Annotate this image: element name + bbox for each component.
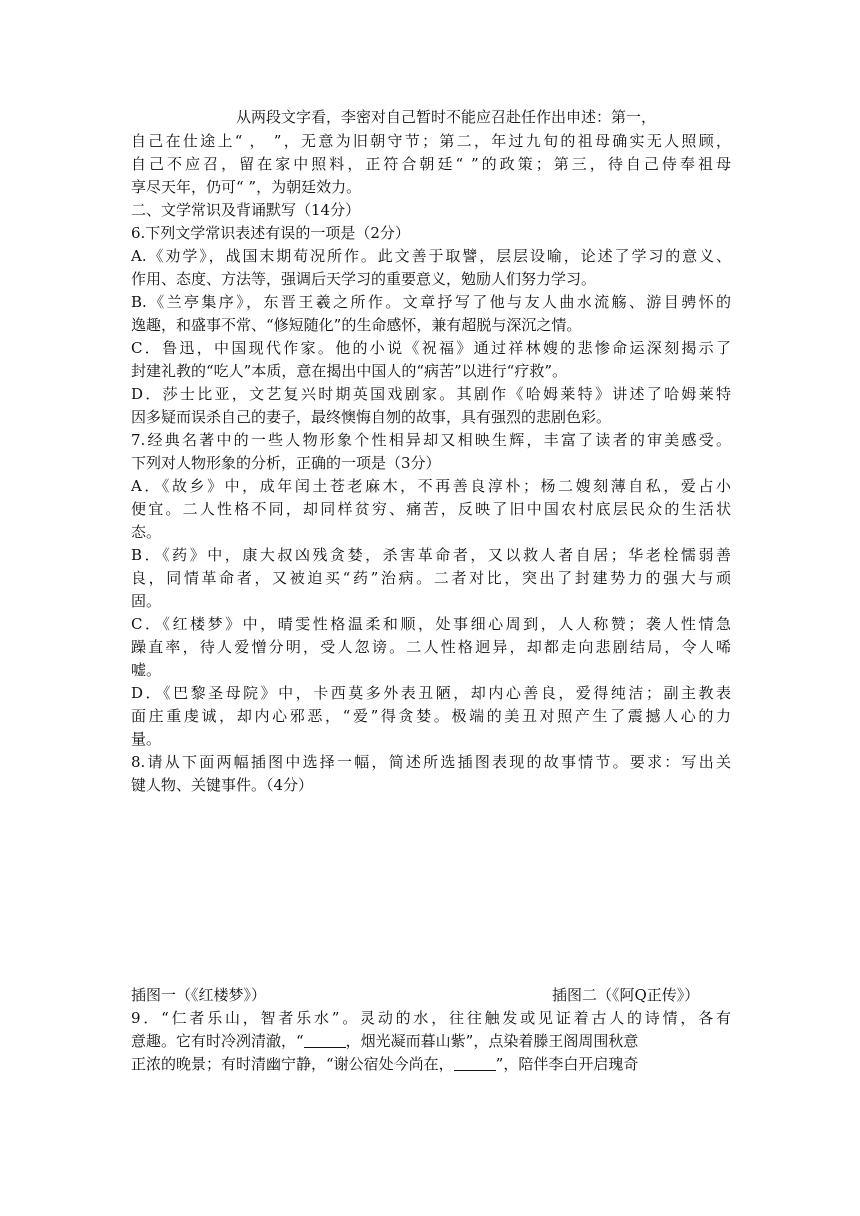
question-9-line: [131, 1053, 731, 1075]
text-line: 自己不应召，留在家中照料，正符合朝廷“ ”的政策；第三，待自己侍奉祖母: [131, 155, 731, 173]
option-line: 嘘。: [131, 661, 162, 679]
option-line: A.《劝学》，战国末期荀况所作。此文善于取譬，层层设喻，论述了学习的意义、: [131, 247, 731, 265]
question-6: 6.下列文学常识表述有误的一项是（2分）: [131, 224, 410, 242]
text-line: 享尽天年，仍可“ ”，为朝廷效力。: [131, 178, 362, 196]
option-line: C．《红楼梦》中，晴雯性格温柔和顺，处事细心周到，人人称赞；袭人性情急: [131, 615, 731, 633]
question-9-line: [131, 1030, 731, 1052]
option-line: 面庄重虔诚，却内心邪恶，“爱”得贪婪。极端的美丑对照产生了震撼人心的力: [131, 707, 731, 725]
text-line: 从两段文字看，李密对自己暂时不能应召赴任作出申述：第一，: [236, 108, 657, 126]
option-line: 量。: [131, 730, 162, 748]
option-line: B．《药》中，康大叔凶残贪婪，杀害革命者，又以救人者自居；华老栓懦弱善: [131, 546, 731, 564]
text-line: 自己在仕途上“ ， ”，无意为旧朝守节；第二，年过九旬的祖母确实无人照顾，: [131, 132, 731, 150]
option-line: 躁直率，待人爱憎分明，受人忽谤。二人性格迥异，却都走向悲剧结局，令人唏: [131, 638, 731, 656]
option-line: 便宜。二人性格不同，却同样贫穷、痛苦，反映了旧中国农村底层民众的生活状: [131, 500, 731, 518]
question-8-requirement: 键人物、关键事件。（4分）: [131, 776, 314, 794]
option-line: 封建礼教的“吃人”本质，意在揭出中国人的“病苦”以进行“疗救”。: [131, 362, 568, 380]
illustration-caption-left: 插图一（《红楼梦》）: [131, 986, 267, 1004]
option-line: 作用、态度、方法等，强调后天学习的重要意义，勉励人们努力学习。: [131, 270, 597, 288]
question-7-stem: 下列对人物形象的分析，正确的一项是（3分）: [131, 454, 441, 472]
question-7: 7.经典名著中的一些人物形象个性相异却又相映生辉，丰富了读者的审美感受。: [131, 431, 731, 449]
q9-text-a: 意趣。它有时冷冽清澈，“: [131, 1032, 304, 1050]
option-line: 良，同情革命者，又被迫买“药”治病。二者对比，突出了封建势力的强大与顽: [131, 569, 731, 587]
illustration-caption-right: 插图二（《阿Q正传》）: [552, 986, 700, 1004]
option-line: C．鲁迅，中国现代作家。他的小说《祝福》通过祥林嫂的悲惨命运深刻揭示了: [131, 339, 731, 357]
option-line: D．莎士比亚，文艺复兴时期英国戏剧家。其剧作《哈姆莱特》讲述了哈姆莱特: [131, 385, 731, 403]
question-8: 8.请从下面两幅插图中选择一幅，简述所选插图表现的故事情节。要求：写出关: [131, 753, 731, 771]
option-line: 固。: [131, 592, 162, 610]
q9-text-c: 正浓的晚景；有时清幽宁静，“谢公宿处今尚在，: [131, 1055, 454, 1073]
section-heading: 二、文学常识及背诵默写（14分）: [131, 201, 361, 219]
option-line: A．《故乡》中，成年闰土苍老麻木，不再善良淳朴；杨二嫂刻薄自私，爱占小: [131, 477, 731, 495]
option-line: D．《巴黎圣母院》中，卡西莫多外表丑陋，却内心善良，爱得纯洁；副主教表: [131, 684, 731, 702]
option-line: 逸趣，和盛事不常、“修短随化”的生命感怀，兼有超脱与深沉之情。: [131, 316, 582, 334]
q9-text-b: ，烟光凝而暮山紫”，点染着滕王阁周围秋意: [345, 1032, 639, 1050]
option-line: 因多疑而误杀自己的妻子，最终懊悔自刎的故事，具有强烈的悲剧色彩。: [131, 408, 612, 426]
fill-blank-2[interactable]: [454, 1056, 496, 1071]
fill-blank-1[interactable]: [304, 1033, 346, 1048]
q9-text-d: ”，陪伴李白开启瑰奇: [495, 1055, 639, 1073]
option-line: B.《兰亭集序》，东晋王羲之所作。文章抒写了他与友人曲水流觞、游目骋怀的: [131, 293, 731, 311]
option-line: 态。: [131, 523, 162, 541]
question-9: 9．“仁者乐山，智者乐水”。灵动的水，往往触发或见证着古人的诗情，各有: [131, 1009, 731, 1027]
